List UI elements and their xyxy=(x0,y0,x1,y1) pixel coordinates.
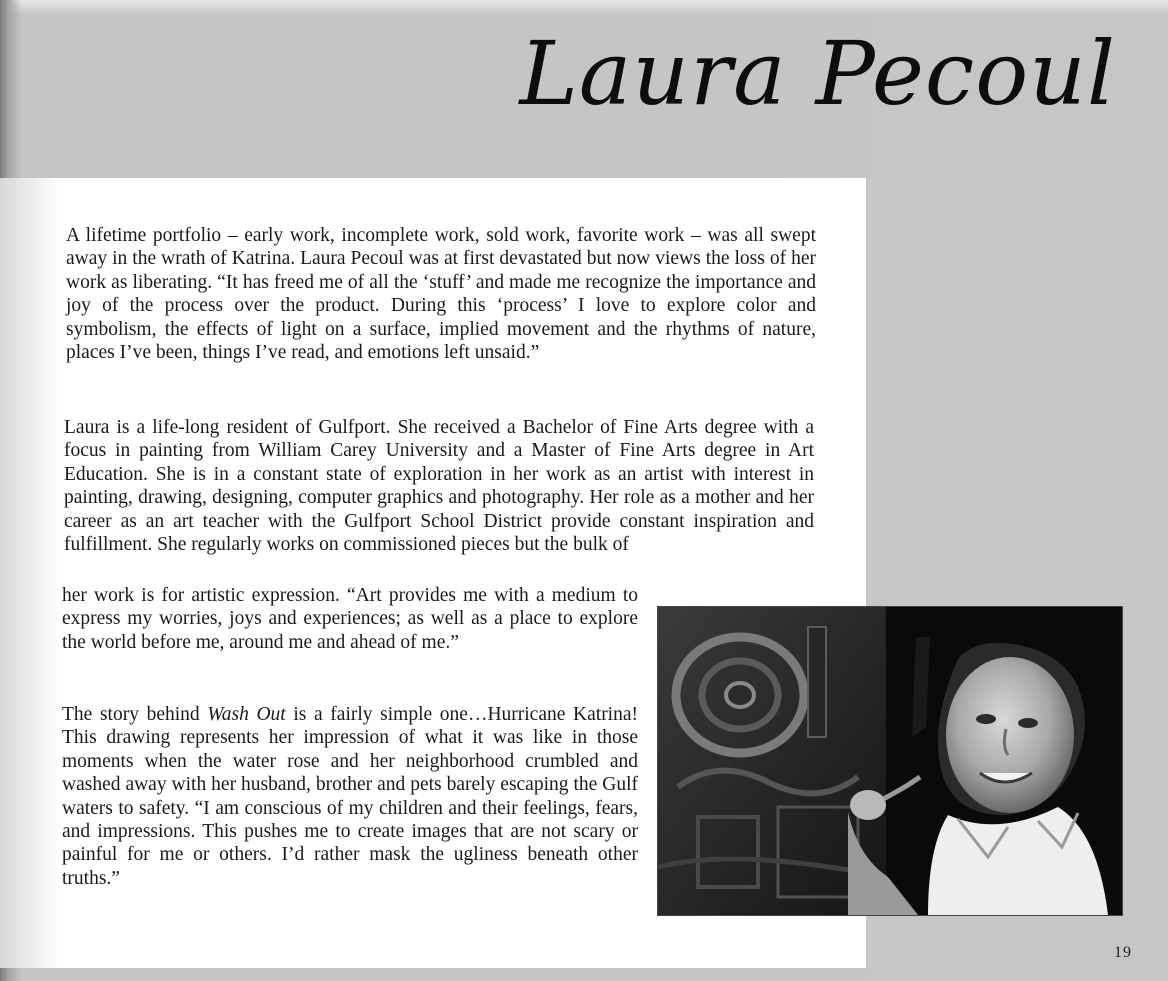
paragraph-intro: A lifetime portfolio – early work, incomplete work, sold work, favorite work – was all swept away in the wrath of Katrina. Laura Pecoul was at first devastated but now views the loss of her work as liberating. “It has freed me of all the ‘stuff’ and made me recognize the importance and joy of the process over the product. During this ‘process’ I love to explore color and symbolism, the effects of light on a surface, implied movement and the rhythms of nature, places I’ve been, things I’ve read, and emotions left unsaid.” xyxy=(66,225,816,364)
artwork-title: Wash Out xyxy=(207,704,286,725)
paragraph-wash-out-body: is a fairly simple one…Hurricane Katrina! This drawing represents her impression of what it was like in those moments when the water rose and her neighborhood crumbled and washed away with her husband, brother and pets barely escaping the Gulf waters to safety. “I am conscious of my children and their feelings, fears, and impressions. This pushes me to create images that are not scary or painful for me or others. I’d rather mask the ugliness beneath other truths.” xyxy=(62,704,638,889)
page-top-shade xyxy=(0,0,1168,14)
page-title: Laura Pecoul xyxy=(519,22,1116,125)
text-panel-gutter-shadow xyxy=(0,178,60,968)
artist-photo xyxy=(657,606,1123,916)
page-number: 19 xyxy=(1114,944,1132,961)
paragraph-biography: Laura is a life-long resident of Gulfport. She received a Bachelor of Fine Arts degree with a focus in painting from William Carey University and a Master of Fine Arts degree in Art Education. She is in a constant state of exploration in her work as an artist with interest in painting, drawing, designing, computer graphics and photography. Her role as a mother and her career as an art teacher with the Gulfport School District provide constant inspiration and fulfillment. She regularly works on commissioned pieces but the bulk of xyxy=(64,417,814,556)
paragraph-wash-out-lead: The story behind xyxy=(62,704,208,725)
paragraph-biography-continued: her work is for artistic expression. “Art provides me with a medium to express my worries, joys and experiences; as well as a place to explore the world before me, around me and ahead of me.” xyxy=(62,585,638,653)
artist-painting-photo-illustration xyxy=(658,607,1122,915)
paragraph-wash-out xyxy=(62,703,638,890)
